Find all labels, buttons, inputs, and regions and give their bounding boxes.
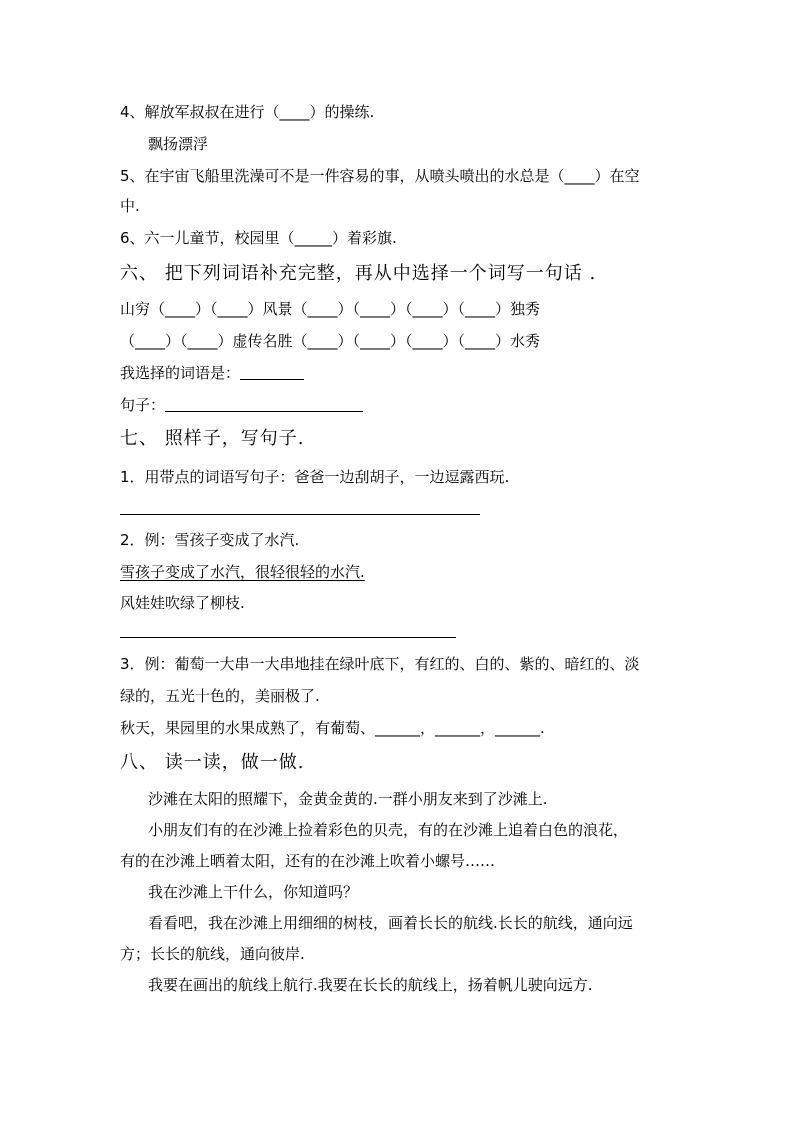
question-6: 6、六一儿童节，校园里（_____）着彩旗. [120, 229, 397, 247]
section-7-question-3-line-1: 3．例：葡萄一大串一大串地挂在绿叶底下，有红的、白的、紫的、暗红的、淡 [120, 655, 640, 673]
passage-paragraph-2-line-1: 小朋友们有的在沙滩上捡着彩色的贝壳，有的在沙滩上追着白色的浪花， [148, 821, 629, 839]
chosen-word-blank[interactable] [240, 365, 304, 380]
section-7-question-1: 1．用带点的词语写句子：爸爸一边刮胡子，一边逗露西玩. [120, 468, 510, 486]
passage-paragraph-4-line-1: 看看吧，我在沙滩上用细细的树枝，画着长长的航线.长长的航线，通向远 [148, 914, 633, 932]
passage-paragraph-3: 我在沙滩上干什么，你知道吗？ [148, 883, 359, 901]
section-7-heading: 七、 照样子，写句子. [120, 428, 305, 449]
sentence-line [120, 395, 363, 415]
question-4: 4、解放军叔叔在进行（____）的操练. [120, 103, 375, 121]
passage-paragraph-4-line-2: 方；长长的航线，通向彼岸. [120, 945, 305, 963]
sentence-blank[interactable] [165, 397, 363, 412]
passage-paragraph-1: 沙滩在太阳的照耀下，金黄金黄的.一群小朋友来到了沙滩上. [148, 790, 548, 808]
question-5-line-2: 中. [120, 197, 140, 215]
idiom-row-2: （____）（____）虚传名胜（____）（____）（____）（____）水秀 [120, 332, 541, 350]
chosen-word-line [120, 363, 304, 383]
example-sentence: 雪孩子变成了水汽，很轻很轻的水汽. [120, 563, 365, 581]
task-sentence: 风娃娃吹绿了柳枝. [120, 594, 245, 612]
question-5-line-1: 5、在宇宙飞船里洗澡可不是一件容易的事，从喷头喷出的水总是（____）在空 [120, 167, 640, 185]
section-8-heading: 八、 读一读，做一做. [120, 752, 305, 773]
passage-paragraph-5: 我要在画出的航线上航行.我要在长长的航线上，扬着帆儿驶向远方. [148, 976, 593, 994]
chosen-word-label: 我选择的词语是： [120, 364, 241, 382]
passage-paragraph-2-line-2: 有的在沙滩上晒着太阳，还有的在沙滩上吹着小螺号…… [120, 852, 496, 870]
word-options: 飘扬漂浮 [148, 135, 209, 153]
idiom-row-1: 山穷（____）（____）风景（____）（____）（____）（____）独秀 [120, 300, 541, 318]
answer-line-1[interactable] [120, 514, 480, 515]
sentence-label: 句子： [120, 396, 166, 414]
section-7-question-3-line-3: 秋天，果园里的水果成熟了，有葡萄、______，______，______. [120, 719, 545, 737]
section-7-question-3-line-2: 绿的，五光十色的，美丽极了. [120, 687, 320, 705]
answer-line-2[interactable] [120, 637, 456, 638]
section-7-question-2: 2．例：雪孩子变成了水汽. [120, 531, 300, 549]
section-6-heading: 六、 把下列词语补充完整，再从中选择一个词写一句话 . [120, 263, 597, 284]
